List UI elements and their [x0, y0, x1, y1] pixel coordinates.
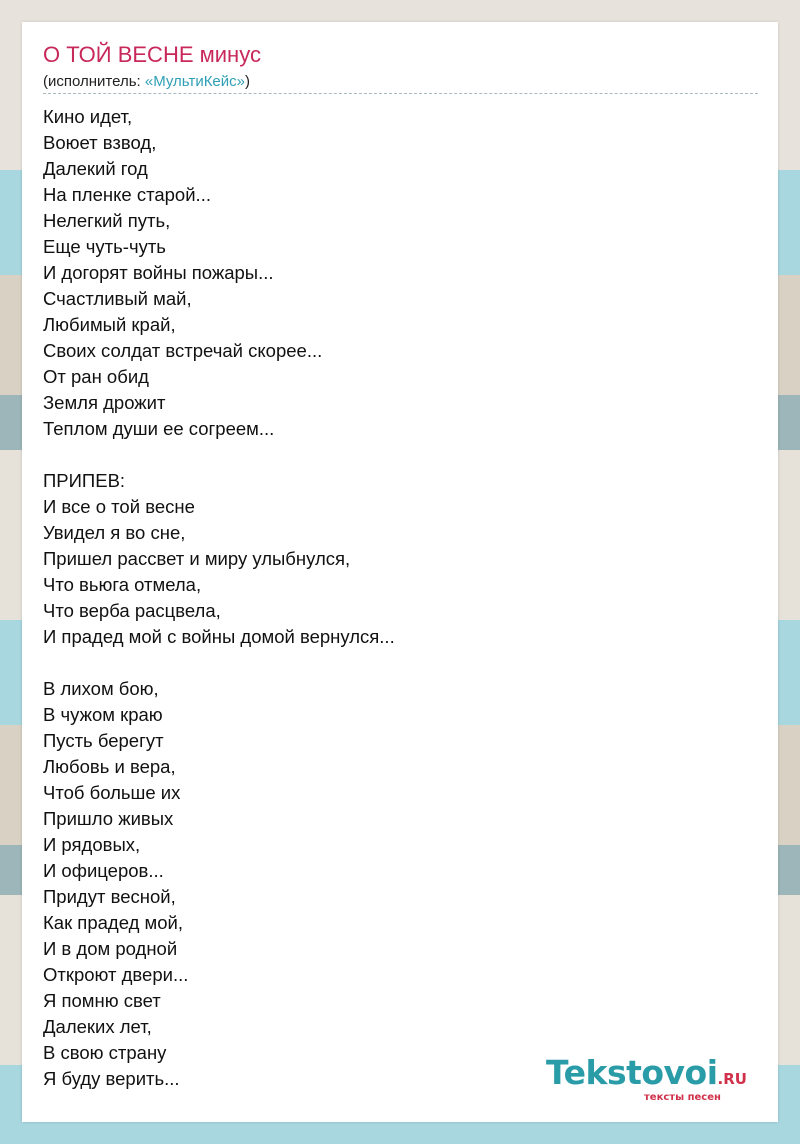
artist-prefix: (исполнитель: [43, 73, 145, 90]
lyric-line [43, 442, 395, 468]
title-divider [43, 93, 758, 94]
lyric-line: Пусть берегут [43, 730, 164, 751]
page-title [43, 42, 261, 68]
lyric-line: И все о той весне [43, 496, 195, 517]
lyric-line: Земля дрожит [43, 392, 166, 413]
lyric-line: Увидел я во сне, [43, 522, 186, 543]
lyric-line: Чтоб больше их [43, 782, 181, 803]
lyric-line: Своих солдат встречай скорее... [43, 340, 323, 361]
lyric-line: Что верба расцвела, [43, 600, 221, 621]
lyric-line: Любовь и вера, [43, 756, 176, 777]
artist-link[interactable]: «МультиКейс» [144, 73, 245, 90]
site-logo[interactable] [546, 1053, 747, 1103]
song-title: О ТОЙ ВЕСНЕ [43, 42, 194, 67]
lyric-line: В лихом бою, [43, 678, 159, 699]
lyric-line: И рядовых, [43, 834, 141, 855]
lyric-line: И в дом родной [43, 938, 178, 959]
title-suffix: минус [199, 42, 261, 67]
lyrics-text [43, 104, 395, 1092]
artist-line [43, 73, 250, 90]
lyrics-card [22, 22, 778, 1122]
lyric-line: Счастливый май, [43, 288, 192, 309]
lyric-line: Теплом души ее согреем... [43, 418, 275, 439]
lyric-line: От ран обид [43, 366, 149, 387]
lyric-line: На пленке старой... [43, 184, 211, 205]
lyric-line: Пришел рассвет и миру улыбнулся, [43, 548, 351, 569]
lyric-line: ПРИПЕВ: [43, 470, 126, 491]
logo-tld: .RU [717, 1070, 747, 1088]
lyric-line: Еще чуть-чуть [43, 236, 166, 257]
lyric-line: Что вьюга отмела, [43, 574, 202, 595]
lyric-line: Я помню свет [43, 990, 161, 1011]
lyric-line: Далекий год [43, 158, 148, 179]
lyric-line: Придут весной, [43, 886, 176, 907]
lyric-line: Как прадед мой, [43, 912, 183, 933]
lyric-line: Я буду верить... [43, 1068, 180, 1089]
artist-suffix: ) [245, 73, 250, 90]
lyric-line: И догорят войны пожары... [43, 262, 274, 283]
lyric-line: Любимый край, [43, 314, 176, 335]
lyric-line: Нелегкий путь, [43, 210, 171, 231]
lyric-line: Воюет взвод, [43, 132, 157, 153]
logo-tagline: тексты песен [644, 1092, 721, 1103]
lyric-line [43, 650, 395, 676]
lyric-line: Кино идет, [43, 106, 133, 127]
lyric-line: Откроют двери... [43, 964, 189, 985]
logo-brand: Tekstovoi [546, 1053, 718, 1092]
lyric-line: В чужом краю [43, 704, 163, 725]
lyric-line: Далеких лет, [43, 1016, 152, 1037]
lyric-line: И офицеров... [43, 860, 164, 881]
lyric-line: Пришло живых [43, 808, 174, 829]
lyric-line: И прадед мой с войны домой вернулся... [43, 626, 395, 647]
lyric-line: В свою страну [43, 1042, 167, 1063]
